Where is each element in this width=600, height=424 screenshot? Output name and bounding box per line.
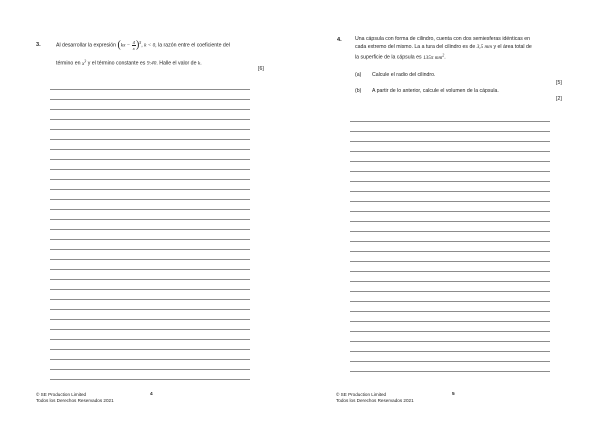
part-b-label: (b) <box>355 88 362 94</box>
part-a-text: Calcule el radio del cilindro. <box>372 72 436 78</box>
answer-line[interactable] <box>50 300 250 310</box>
answer-line[interactable] <box>350 152 550 162</box>
condition: k < 0 <box>144 42 156 49</box>
page-number-left: 4 <box>150 392 153 397</box>
answer-line[interactable] <box>350 342 550 352</box>
exam-page-right <box>300 0 600 424</box>
answer-line[interactable] <box>350 362 550 372</box>
answer-line[interactable] <box>350 212 550 222</box>
height-value: 3,5 mm <box>476 44 492 51</box>
area-value <box>423 52 445 62</box>
footer-copyright: © SE Production Limited <box>336 392 387 397</box>
answer-lines-left[interactable] <box>50 80 250 380</box>
answer-line[interactable] <box>50 220 250 230</box>
footer-right <box>336 392 414 405</box>
area-exponent: 2 <box>442 52 445 58</box>
expr-lead: kx − <box>120 42 131 49</box>
answer-line[interactable] <box>50 310 250 320</box>
expr-exponent: 5 <box>139 40 142 45</box>
variable-k: k <box>197 60 201 67</box>
term-exponent: 3 <box>84 58 87 63</box>
answer-line[interactable] <box>50 210 250 220</box>
answer-line[interactable] <box>50 270 250 280</box>
answer-line[interactable] <box>350 272 550 282</box>
answer-line[interactable] <box>50 360 250 370</box>
question-3-line-1: Al desarrollar la expresión (kx − $\frac{4}{x}$ )$^5$, k < 0, la razón entre el coeficiente del <box>56 39 230 51</box>
answer-line[interactable] <box>50 280 250 290</box>
answer-line[interactable] <box>350 132 550 142</box>
area-base: 135π mm <box>423 55 443 62</box>
ratio-value: 9:40 <box>146 60 157 67</box>
question-4-number: 4. <box>337 37 342 43</box>
answer-line[interactable] <box>350 162 550 172</box>
footer-copyright: © SE Production Limited <box>36 392 87 397</box>
line2-text-b: y el término constante es <box>87 60 146 67</box>
answer-line[interactable] <box>350 222 550 232</box>
answer-line[interactable] <box>50 250 250 260</box>
part-b-marks: [2] <box>556 96 562 102</box>
page-number-right: 5 <box>452 392 455 397</box>
answer-line[interactable] <box>50 370 250 380</box>
answer-line[interactable] <box>50 240 250 250</box>
answer-line[interactable] <box>350 302 550 312</box>
answer-line[interactable] <box>50 140 250 150</box>
answer-line[interactable] <box>350 172 550 182</box>
answer-line[interactable] <box>350 202 550 212</box>
answer-line[interactable] <box>350 112 550 122</box>
answer-line[interactable] <box>50 340 250 350</box>
question-4-line-2 <box>355 43 585 51</box>
question-4-line-1: Una cápsula con forma de cilindro, cuenta con dos semiesferas idénticas en <box>355 36 531 42</box>
footer-rights: Todos los Derechos Reservados 2021 <box>336 398 414 404</box>
answer-line[interactable] <box>350 322 550 332</box>
answer-line[interactable] <box>350 262 550 272</box>
question-3-text-after: , la razón entre el coeficiente del <box>155 42 230 49</box>
line2-term <box>81 58 87 67</box>
answer-line[interactable] <box>350 192 550 202</box>
question-4-line-3 <box>355 51 585 62</box>
answer-line[interactable] <box>50 190 250 200</box>
answer-line[interactable] <box>50 350 250 360</box>
answer-line[interactable] <box>50 130 250 140</box>
answer-line[interactable] <box>50 110 250 120</box>
footer-left <box>36 392 114 405</box>
answer-line[interactable] <box>350 182 550 192</box>
line2-text: cada extremo del mismo. La a tura del cilindro es de <box>355 44 476 51</box>
answer-line[interactable] <box>50 200 250 210</box>
answer-line[interactable] <box>50 90 250 100</box>
line3-text: la superficie de la cápsula es <box>355 55 422 62</box>
answer-line[interactable] <box>50 120 250 130</box>
part-a-marks: [5] <box>556 80 562 86</box>
left-paren: ( <box>117 39 121 51</box>
line2-end-text: y el área total de <box>493 44 532 51</box>
footer-rights: Todos los Derechos Reservados 2021 <box>36 398 114 404</box>
answer-line[interactable] <box>350 332 550 342</box>
answer-line[interactable] <box>50 100 250 110</box>
answer-line[interactable] <box>350 352 550 362</box>
line2-end: . <box>200 60 202 67</box>
question-3-intro: Al desarrollar la expresión <box>56 42 116 49</box>
answer-line[interactable] <box>350 292 550 302</box>
part-b-text: A partir de lo anterior, calcule el volumen de la cápsula. <box>372 88 499 94</box>
question-3-number: 3. <box>36 42 41 48</box>
answer-line[interactable] <box>50 150 250 160</box>
fraction-denominator: x <box>132 45 135 51</box>
answer-line[interactable] <box>350 122 550 132</box>
answer-line[interactable] <box>50 320 250 330</box>
answer-line[interactable] <box>350 312 550 322</box>
answer-line[interactable] <box>50 170 250 180</box>
answer-line[interactable] <box>50 260 250 270</box>
answer-line[interactable] <box>350 242 550 252</box>
line3-end: . <box>444 55 446 62</box>
answer-line[interactable] <box>350 282 550 292</box>
answer-line[interactable] <box>50 160 250 170</box>
question-3-line-2 <box>56 57 266 68</box>
fraction-numerator: 4 <box>132 39 135 45</box>
answer-line[interactable] <box>50 80 250 90</box>
answer-line[interactable] <box>350 252 550 262</box>
line2-text-c: . Halle el valor de <box>156 60 197 67</box>
term-base: x <box>81 60 85 67</box>
question-3-marks: [6] <box>258 66 264 72</box>
right-paren: ) <box>135 39 140 51</box>
answer-line[interactable] <box>50 290 250 300</box>
answer-line[interactable] <box>350 142 550 152</box>
answer-lines-right[interactable] <box>350 112 550 372</box>
part-a-label: (a) <box>355 72 362 78</box>
answer-line[interactable] <box>350 232 550 242</box>
line2-text-a: término en <box>56 60 81 67</box>
answer-line[interactable] <box>50 330 250 340</box>
answer-line[interactable] <box>50 180 250 190</box>
question-4-text <box>355 35 585 62</box>
answer-line[interactable] <box>50 230 250 240</box>
